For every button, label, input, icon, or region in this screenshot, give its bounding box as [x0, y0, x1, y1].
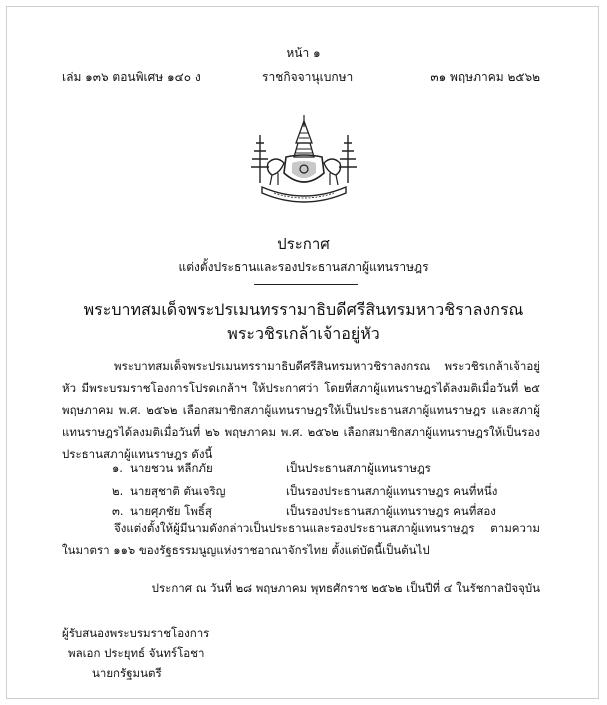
appointee-number: ๒. — [112, 484, 124, 498]
announcement-date: ประกาศ ณ วันที่ ๒๘ พฤษภาคม พุทธศักราช ๒๕๖๒ เป็นปีที่ ๔ ในรัชกาลปัจจุบัน — [151, 581, 540, 595]
document-subtitle: แต่งตั้งประธานและรองประธานสภาผู้แทนราษฎร — [178, 260, 429, 274]
appointee-number: ๓. — [112, 504, 124, 518]
appointee-position: เป็นประธานสภาผู้แทนราษฎร — [286, 461, 431, 475]
appointee-name: นายชวน หลีกภัย — [130, 461, 213, 475]
appointee-name: นายสุชาติ ตันเจริญ — [130, 484, 226, 498]
page-number: หน้า ๑ — [286, 46, 321, 60]
signatory-title: นายกรัฐมนตรี — [92, 666, 162, 680]
gazette-date: ๓๑ พฤษภาคม ๒๕๖๒ — [430, 70, 540, 84]
title-divider — [254, 284, 358, 285]
body-paragraph-2: จึงแต่งตั้งให้ผู้มีนามดังกล่าวเป็นประธานและรองประธานสภาผู้แทนราษฎร ตามความในมาตรา ๑๑๖ ของรัฐธรรมนูญแห่งราชอาณาจักรไทย ตั้งแต่บัดนี้เป็นต้นไป — [62, 521, 540, 557]
royal-emblem-icon — [242, 113, 366, 207]
appointee-position: เป็นรองประธานสภาผู้แทนราษฎร คนที่หนึ่ง — [286, 484, 498, 498]
royal-name-line-1: พระบาทสมเด็จพระปรเมนทรรามาธิบดีศรีสินทรมหาวชิราลงกรณ — [83, 300, 524, 319]
gazette-header — [62, 68, 540, 86]
signatory-name: พลเอก ประยุทธ์ จันทร์โอชา — [68, 646, 205, 660]
countersign-label: ผู้รับสนองพระบรมราชโองการ — [62, 626, 210, 640]
document-title: ประกาศ — [277, 235, 330, 253]
appointee-number: ๑. — [112, 461, 123, 475]
royal-name-line-2: พระวชิรเกล้าเจ้าอยู่หัว — [227, 324, 380, 343]
appointee-item — [0, 483, 607, 503]
gazette-name: ราชกิจจานุเบกษา — [262, 70, 354, 84]
volume-issue: เล่ม ๑๓๖ ตอนพิเศษ ๑๔๐ ง — [62, 70, 201, 84]
appointee-item — [0, 460, 607, 480]
appointee-position: เป็นรองประธานสภาผู้แทนราษฎร คนที่สอง — [286, 504, 496, 518]
appointee-name: นายศุภชัย โพธิ์สุ — [130, 504, 212, 518]
body-paragraph-1: พระบาทสมเด็จพระปรเมนทรรามาธิบดีศรีสินทรมหาวชิราลงกรณ พระวชิรเกล้าเจ้าอยู่หัว มีพระบรมราชโองการโปรดเกล้าฯ ให้ประกาศว่า โดยที่สภาผู้แทนราษฎรได้ลงมติเมื่อวันที่ ๒๕ พฤษภาคม พ.ศ. ๒๕๖๒ เลือกสมาชิกสภาผู้แทนราษฎรให้เป็นประธานสภาผู้แทนราษฎร และสภาผู้แทนราษฎรได้ลงมติเมื่อวันที่ ๒๖ พฤษภาคม พ.ศ. ๒๕๖๒ เลือกสมาชิกสภาผู้แทนราษฎรให้เป็นรองประธานสภาผู้แทนราษฎร ดังนี้ — [62, 359, 540, 461]
